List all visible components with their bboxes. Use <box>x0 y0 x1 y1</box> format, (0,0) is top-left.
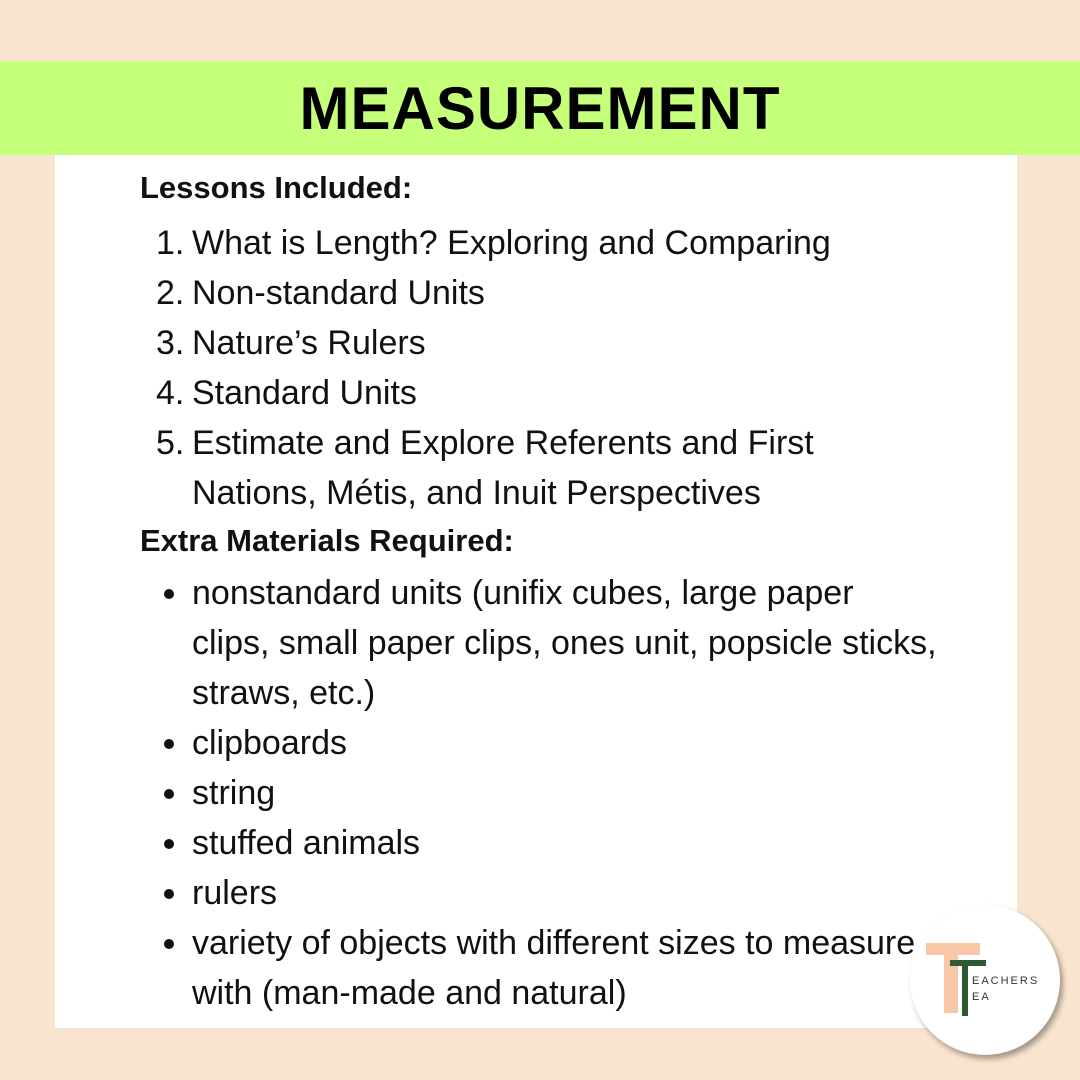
lesson-item <box>140 318 940 368</box>
title-banner <box>0 61 1080 155</box>
material-text: stuffed animals <box>192 824 421 862</box>
material-item <box>140 718 940 768</box>
logo-text-line1: EACHERS <box>972 975 1040 987</box>
lesson-text: Non-standard Units <box>192 274 485 312</box>
materials-heading: Extra Materials Required: <box>140 523 514 558</box>
materials-list <box>140 568 940 1018</box>
material-item <box>140 768 940 818</box>
lesson-number: 3. <box>156 324 185 362</box>
bullet-icon <box>164 589 174 599</box>
page-title: MEASUREMENT <box>299 74 781 142</box>
material-text: string <box>192 774 276 812</box>
teachers-tea-logo <box>910 905 1060 1055</box>
lesson-number: 1. <box>156 224 185 262</box>
bullet-icon <box>164 889 174 899</box>
bullet-icon <box>164 739 174 749</box>
material-text: rulers <box>192 874 278 912</box>
bullet-icon <box>164 839 174 849</box>
lesson-number: 4. <box>156 374 185 412</box>
lesson-item <box>140 418 940 518</box>
lesson-text: What is Length? Exploring and Comparing <box>192 224 831 262</box>
lesson-text: Estimate and Explore Referents and First Nations, Métis, and Inuit Perspectives <box>192 424 814 512</box>
bullet-icon <box>164 789 174 799</box>
bullet-icon <box>164 939 174 949</box>
material-text: variety of objects with different sizes to measure with (man-made and natural) <box>192 924 916 1012</box>
lesson-text: Standard Units <box>192 374 417 412</box>
material-item <box>140 918 940 1018</box>
lesson-number: 5. <box>156 424 185 462</box>
lesson-number: 2. <box>156 274 185 312</box>
material-text: clipboards <box>192 724 347 762</box>
lesson-item <box>140 268 940 318</box>
lesson-item <box>140 218 940 268</box>
lessons-list <box>140 218 940 518</box>
lesson-item <box>140 368 940 418</box>
lesson-text: Nature’s Rulers <box>192 324 426 362</box>
material-item <box>140 568 940 718</box>
material-item <box>140 868 940 918</box>
lessons-heading: Lessons Included: <box>140 170 413 205</box>
material-item <box>140 818 940 868</box>
material-text: nonstandard units (unifix cubes, large paper clips, small paper clips, ones unit, popsicle sticks, straws, etc.) <box>192 574 937 712</box>
logo-text-line2: EA <box>972 991 991 1003</box>
